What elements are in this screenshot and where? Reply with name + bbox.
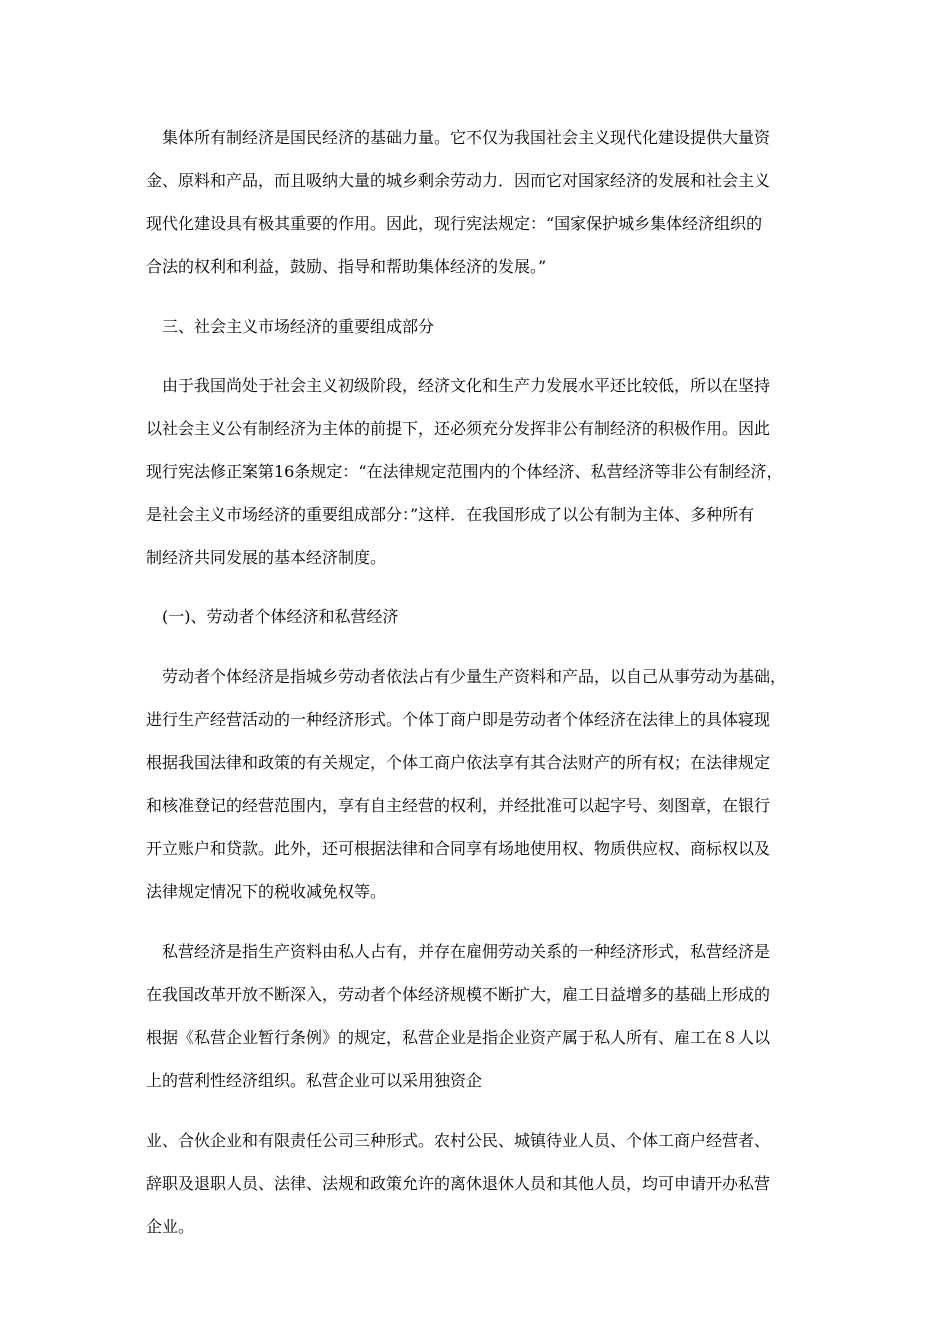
paragraph-3-line-1: 劳动者个体经济是指城乡劳动者依法占有少量生产资料和产品，以自己从事劳动为基础， bbox=[162, 667, 787, 686]
paragraph-5-line-3: 企业。 bbox=[146, 1217, 195, 1236]
subsection-heading-1: (一)、劳动者个体经济和私营经济 bbox=[162, 607, 399, 626]
paragraph-3-line-5: 开立账户和贷款。此外，还可根据法律和合同享有场地使用权、物质供应权、商标权以及 bbox=[146, 839, 771, 858]
paragraph-5-line-2: 辞职及退职人员、法律、法规和政策允许的离休退休人员和其他人员，均可申请开办私营 bbox=[146, 1174, 771, 1193]
paragraph-4-line-2: 在我国改革开放不断深入，劳动者个体经济规模不断扩大，雇工日益增多的基础上形成的 bbox=[146, 985, 771, 1004]
paragraph-3-line-4: 和核准登记的经营范围内，享有自主经营的权利，并经批准可以起字号、刻图章，在银行 bbox=[146, 796, 771, 815]
paragraph-3-line-3: 根据我国法律和政策的有关规定，个体工商户依法享有其合法财产的所有权；在法律规定 bbox=[146, 753, 771, 772]
paragraph-5-line-1: 业、合伙企业和有限责任公司三种形式。农村公民、城镇待业人员、个体工商户经营者、 bbox=[146, 1131, 771, 1150]
paragraph-3-line-6: 法律规定情况下的税收减免权等。 bbox=[146, 882, 387, 901]
paragraph-4-line-4: 上的营利性经济组织。私营企业可以采用独资企 bbox=[146, 1071, 483, 1090]
paragraph-4-line-3: 根据《私营企业暂行条例》的规定，私营企业是指企业资产属于私人所有、雇工在８人以 bbox=[146, 1028, 771, 1047]
paragraph-1-line-2: 金、原料和产品，而且吸纳大量的城乡剩余劳动力．因而它对国家经济的发展和社会主义 bbox=[146, 171, 771, 190]
paragraph-4-line-1: 私营经济是指生产资料由私人占有，并存在雇佣劳动关系的一种经济形式，私营经济是 bbox=[162, 942, 771, 961]
paragraph-2-line-4: 是社会主义市场经济的重要组成部分：”这样．在我国形成了以公有制为主体、多种所有 bbox=[146, 505, 755, 524]
paragraph-2-line-1: 由于我国尚处于社会主义初级阶段，经济文化和生产力发展水平还比较低，所以在坚持 bbox=[162, 376, 771, 395]
paragraph-2-line-2: 以社会主义公有制经济为主体的前提下，还必须充分发挥非公有制经济的积极作用。因此 bbox=[146, 419, 771, 438]
paragraph-1-line-1: 集体所有制经济是国民经济的基础力量。它不仅为我国社会主义现代化建设提供大量资 bbox=[162, 128, 771, 147]
paragraph-2-line-3: 现行宪法修正案第16条规定：“在法律规定范围内的个体经济、私营经济等非公有制经济， bbox=[146, 462, 783, 481]
paragraph-2-line-5: 制经济共同发展的基本经济制度。 bbox=[146, 548, 387, 567]
paragraph-1-line-4: 合法的权利和利益，鼓励、指导和帮助集体经济的发展。” bbox=[146, 257, 547, 276]
paragraph-3-line-2: 进行生产经营活动的一种经济形式。个体丁商户即是劳动者个体经济在法律上的具体寝现 bbox=[146, 710, 771, 729]
section-heading-3: 三、社会主义市场经济的重要组成部分 bbox=[162, 317, 435, 336]
paragraph-1-line-3: 现代化建设具有极其重要的作用。因此，现行宪法规定：“国家保护城乡集体经济组织的 bbox=[146, 214, 763, 233]
